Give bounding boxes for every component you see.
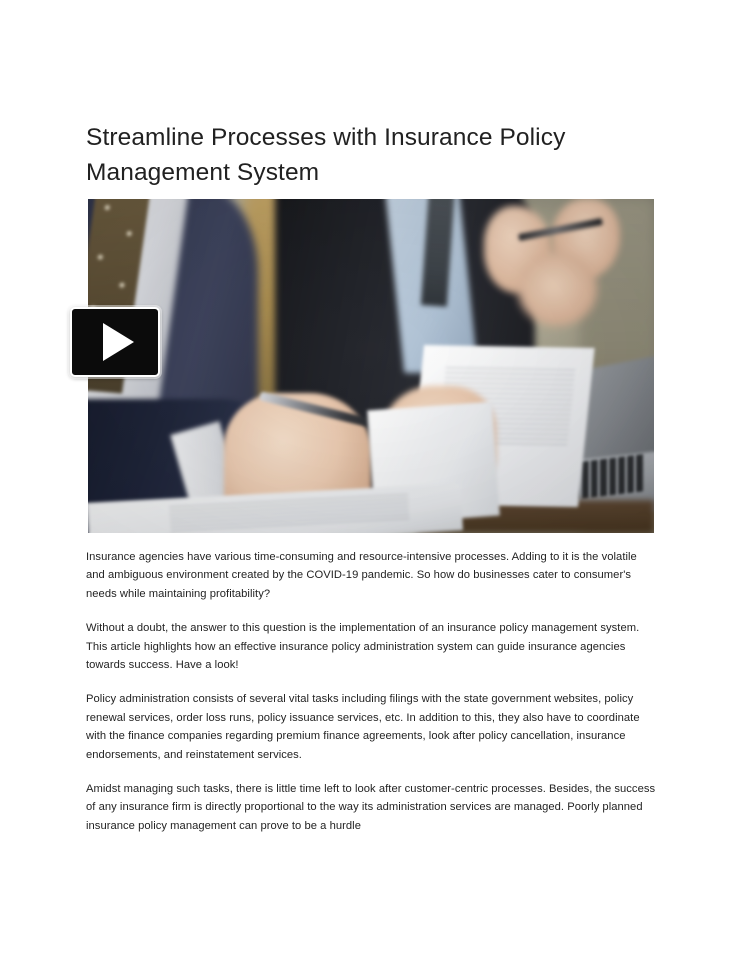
paragraph: Without a doubt, the answer to this question is the implementation of an insurance policy management system. This article highlights how an effective insurance policy administration system can guide insurance agencies towards success. Have a look! xyxy=(86,622,640,672)
page-title: Streamline Processes with Insurance Policy Management System xyxy=(86,124,566,187)
play-triangle-icon xyxy=(103,323,134,361)
hero-photo xyxy=(88,199,654,533)
photo-soft-focus-overlay xyxy=(88,199,654,533)
article-body xyxy=(86,548,656,835)
hero-video-figure xyxy=(88,199,654,533)
paragraph: Insurance agencies have various time-consuming and resource-intensive processes. Adding to it is the volatile and ambiguous environment created by the COVID-19 pandemic. So how do businesses cater to consumer's needs while maintaining profitability? xyxy=(86,551,637,600)
video-play-button[interactable] xyxy=(70,307,160,377)
paragraph: Amidst managing such tasks, there is little time left to look after customer-centric processes. Besides, the success of any insurance firm is directly proportional to the way its administration services are managed. Poorly planned insurance policy management can prove to be a hurdle xyxy=(86,783,656,832)
paragraph: Policy administration consists of several vital tasks including filings with the state government websites, policy renewal services, order loss runs, policy issuance services, etc. In addition to this, they also have to coordinate with the finance companies regarding premium finance agreements, look after policy cancellation, insurance endorsements, and reinstatement services. xyxy=(86,693,640,761)
